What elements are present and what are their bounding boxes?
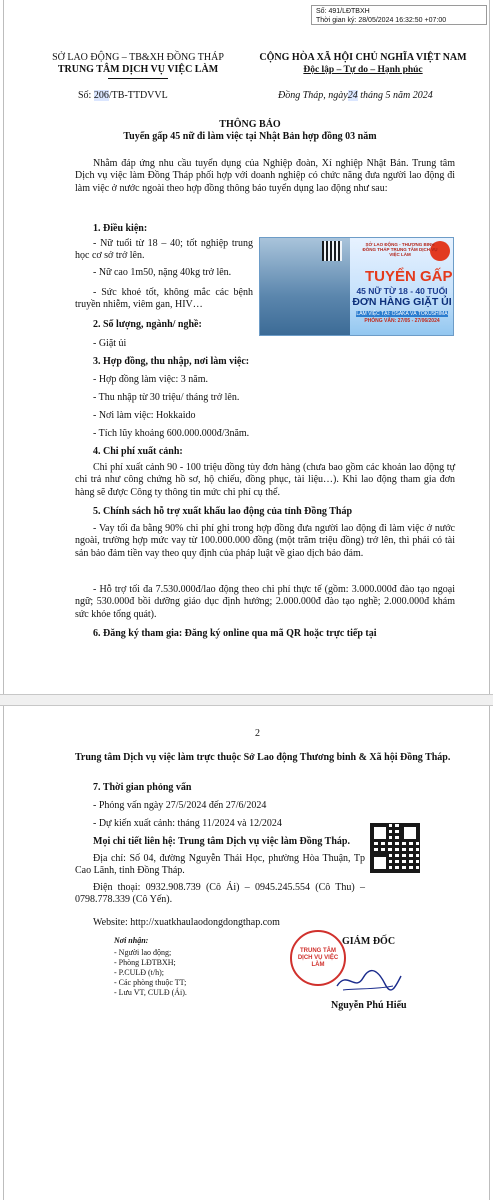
registration-qr-code[interactable] <box>370 823 420 873</box>
contact-website: Website: http://xuatkhaulaodongdongthap.com <box>93 917 280 928</box>
section-5-paragraph-2: - Hỗ trợ tối đa 7.530.000đ/lao động theo chi phí thực tế (gồm: 3.000.000đ đào tạo ngoại ngữ; 530.000đ bồi dưỡng giáo dục định hướng; 2.000.000đ đào tạo nghề; 2.000.000đ khám sức khỏe tổng quát). <box>75 584 455 620</box>
section-3-title: 3. Hợp đồng, thu nhập, nơi làm việc: <box>93 356 250 367</box>
recipients-list <box>114 948 274 998</box>
poster-job: ĐƠN HÀNG GIẶT ỦI <box>352 296 452 308</box>
date-day: 24 <box>347 90 358 101</box>
section-2-title: 2. Số lượng, ngành/ nghề: <box>93 319 202 330</box>
poster-headline: TUYỂN GẤP <box>365 268 453 285</box>
document-subtitle: Tuyển gấp 45 nữ đi làm việc tại Nhật Bản hợp đồng 03 năm <box>123 131 377 142</box>
doc-number-prefix: Số: <box>78 90 92 101</box>
section-1-item-1: - Nữ tuổi từ 18 – 40; tốt nghiệp trung học cơ sở trở lên. <box>75 238 253 262</box>
contact-phone: Điện thoại: 0932.908.739 (Cô Ái) – 0945.245.554 (Cô Thu) – 0798.778.339 (Cô Yến). <box>75 882 365 906</box>
contact-title: Mọi chi tiết liên hệ: Trung tâm Dịch vụ việc làm Đồng Tháp. <box>93 836 350 847</box>
section-4-paragraph: Chi phí xuất cảnh 90 - 100 triệu đồng tùy đơn hàng (chưa bao gồm các khoản lao động tự chi trả như công chứng hồ sơ, hộ chiếu, đồng phục, tài liệu…). Khi lao động tham gia đơn hàng sẽ được Công ty thông tin mức chi phí cụ thể. <box>75 462 455 498</box>
document-title: THÔNG BÁO <box>219 119 281 130</box>
section-5-paragraph-1: - Vay tối đa bằng 90% chi phí ghi trong hợp đồng đưa người lao động đi làm việc ở nước ngoài, trường hợp mức vay từ 100.000.000 đồng (một trăm triệu đồng) trở lên, thì phải có tài sản bảo đảm tiền vay theo quy định của pháp luật về giao dịch bảo đảm. <box>75 523 455 559</box>
section-7-item-1: - Phỏng vấn ngày 27/5/2024 đến 27/6/2024 <box>93 800 267 811</box>
poster-location: LÀM VIỆC TẠI: OSAKA VÀ TOKUSHIMA <box>356 311 448 317</box>
page-right-edge <box>489 0 490 1200</box>
doc-number-value: 206 <box>93 90 109 101</box>
issuer-department: SỞ LAO ĐỘNG – TB&XH ĐỒNG THÁP <box>52 52 224 63</box>
national-motto: Độc lập – Tự do – Hạnh phúc <box>303 65 423 75</box>
recruitment-poster-image <box>259 237 454 336</box>
qr-finder-icon <box>371 854 389 872</box>
section-1-title: 1. Điều kiện: <box>93 223 148 234</box>
recipient-item: - Các phòng thuộc TT; <box>114 978 187 987</box>
section-2-item-1: - Giặt ủi <box>93 338 127 349</box>
qr-finder-icon <box>401 824 419 842</box>
section-3-item-3: - Nơi làm việc: Hokkaido <box>93 410 196 421</box>
poster-age-range: 45 NỮ TỪ 18 - 40 TUỔI <box>356 286 448 296</box>
section-7-item-2: - Dự kiến xuất cảnh: tháng 11/2024 và 12/2024 <box>93 818 282 829</box>
handwritten-signature <box>333 968 403 994</box>
section-1-item-2: - Nữ cao 1m50, nặng 40kg trở lên. <box>93 267 232 278</box>
doc-number-suffix: /TB-TTDVVL <box>108 90 168 101</box>
contact-address: Địa chỉ: Số 04, đường Nguyễn Thái Học, phường Hòa Thuận, Tp Cao Lãnh, tỉnh Đồng Tháp. <box>75 853 365 877</box>
recipient-item: - Người lao động; <box>114 948 172 957</box>
issuer-center: TRUNG TÂM DỊCH VỤ VIỆC LÀM <box>57 64 219 75</box>
intro-paragraph: Nhằm đáp ứng nhu cầu tuyển dụng của Nghiệp đoàn, Xí nghiệp Nhật Bản. Trung tâm Dịch vụ việc làm Đồng Tháp phối hợp với doanh nghiệp có chức năng đưa người lao động đi làm việc ở nước ngoài theo hợp đồng thông báo tuyển dụng lao động như sau: <box>75 158 455 194</box>
section-3-item-2: - Thu nhập từ 30 triệu/ tháng trở lên. <box>93 392 240 403</box>
recipient-item: - Phòng LĐTBXH; <box>114 958 176 967</box>
date-suffix: tháng 5 năm 2024 <box>360 90 433 101</box>
national-motto-block <box>243 52 483 76</box>
signer-title: GIÁM ĐỐC <box>342 936 396 947</box>
poster-org: SỞ LAO ĐỘNG - THƯƠNG BINH ĐỒNG THÁP TRUNG TÂM DỊCH VỤ VIỆC LÀM <box>362 242 438 257</box>
seal-text: TRUNG TÂM DỊCH VỤ VIỆC LÀM <box>297 948 339 968</box>
issuer-underline <box>108 78 168 79</box>
document-number <box>78 90 168 102</box>
section-6-title: 6. Đăng ký tham gia: Đăng ký online qua mã QR hoặc trực tiếp tại <box>93 628 377 639</box>
page-left-edge <box>3 0 4 1200</box>
digital-signature-stamp <box>311 5 487 25</box>
recipient-item: - P.CULĐ (t/h); <box>114 968 164 977</box>
stamp-time: Thời gian ký: 28/05/2024 16:32:50 +07:00 <box>316 17 447 24</box>
poster-interview-date: PHỎNG VẤN: 27/05 - 27/06/2024 <box>364 318 440 324</box>
section-1-item-3: - Sức khoẻ tốt, không mắc các bệnh truyền nhiễm, viêm gan, HIV… <box>75 287 253 311</box>
recipients-title: Nơi nhận: <box>114 936 149 945</box>
issuer-block <box>38 52 238 76</box>
stamp-number: Số: 491/LĐTBXH <box>316 8 370 15</box>
document-date <box>278 90 433 102</box>
section-3-item-4: - Tích lũy khoảng 600.000.000đ/3năm. <box>93 428 250 439</box>
poster-qr-icon <box>322 241 342 261</box>
section-3-item-1: - Hợp đồng làm việc: 3 năm. <box>93 374 208 385</box>
recipient-item: - Lưu VT, CULĐ (Ái). <box>114 988 187 997</box>
date-prefix: Đồng Tháp, ngày <box>278 90 348 101</box>
page-number: 2 <box>255 728 260 739</box>
page2-continuation: Trung tâm Dịch vụ việc làm trực thuộc Sở Lao động Thương binh & Xã hội Đồng Tháp. <box>75 752 451 763</box>
page-separator <box>0 694 493 706</box>
section-5-title: 5. Chính sách hỗ trợ xuất khẩu lao động của tỉnh Đồng Tháp <box>93 506 353 517</box>
signer-name: Nguyễn Phú Hiếu <box>331 1000 407 1011</box>
section-7-title: 7. Thời gian phỏng vấn <box>93 782 192 793</box>
qr-finder-icon <box>371 824 389 842</box>
national-title: CỘNG HÒA XÃ HỘI CHỦ NGHĨA VIỆT NAM <box>259 52 467 63</box>
section-4-title: 4. Chi phí xuất cảnh: <box>93 446 183 457</box>
